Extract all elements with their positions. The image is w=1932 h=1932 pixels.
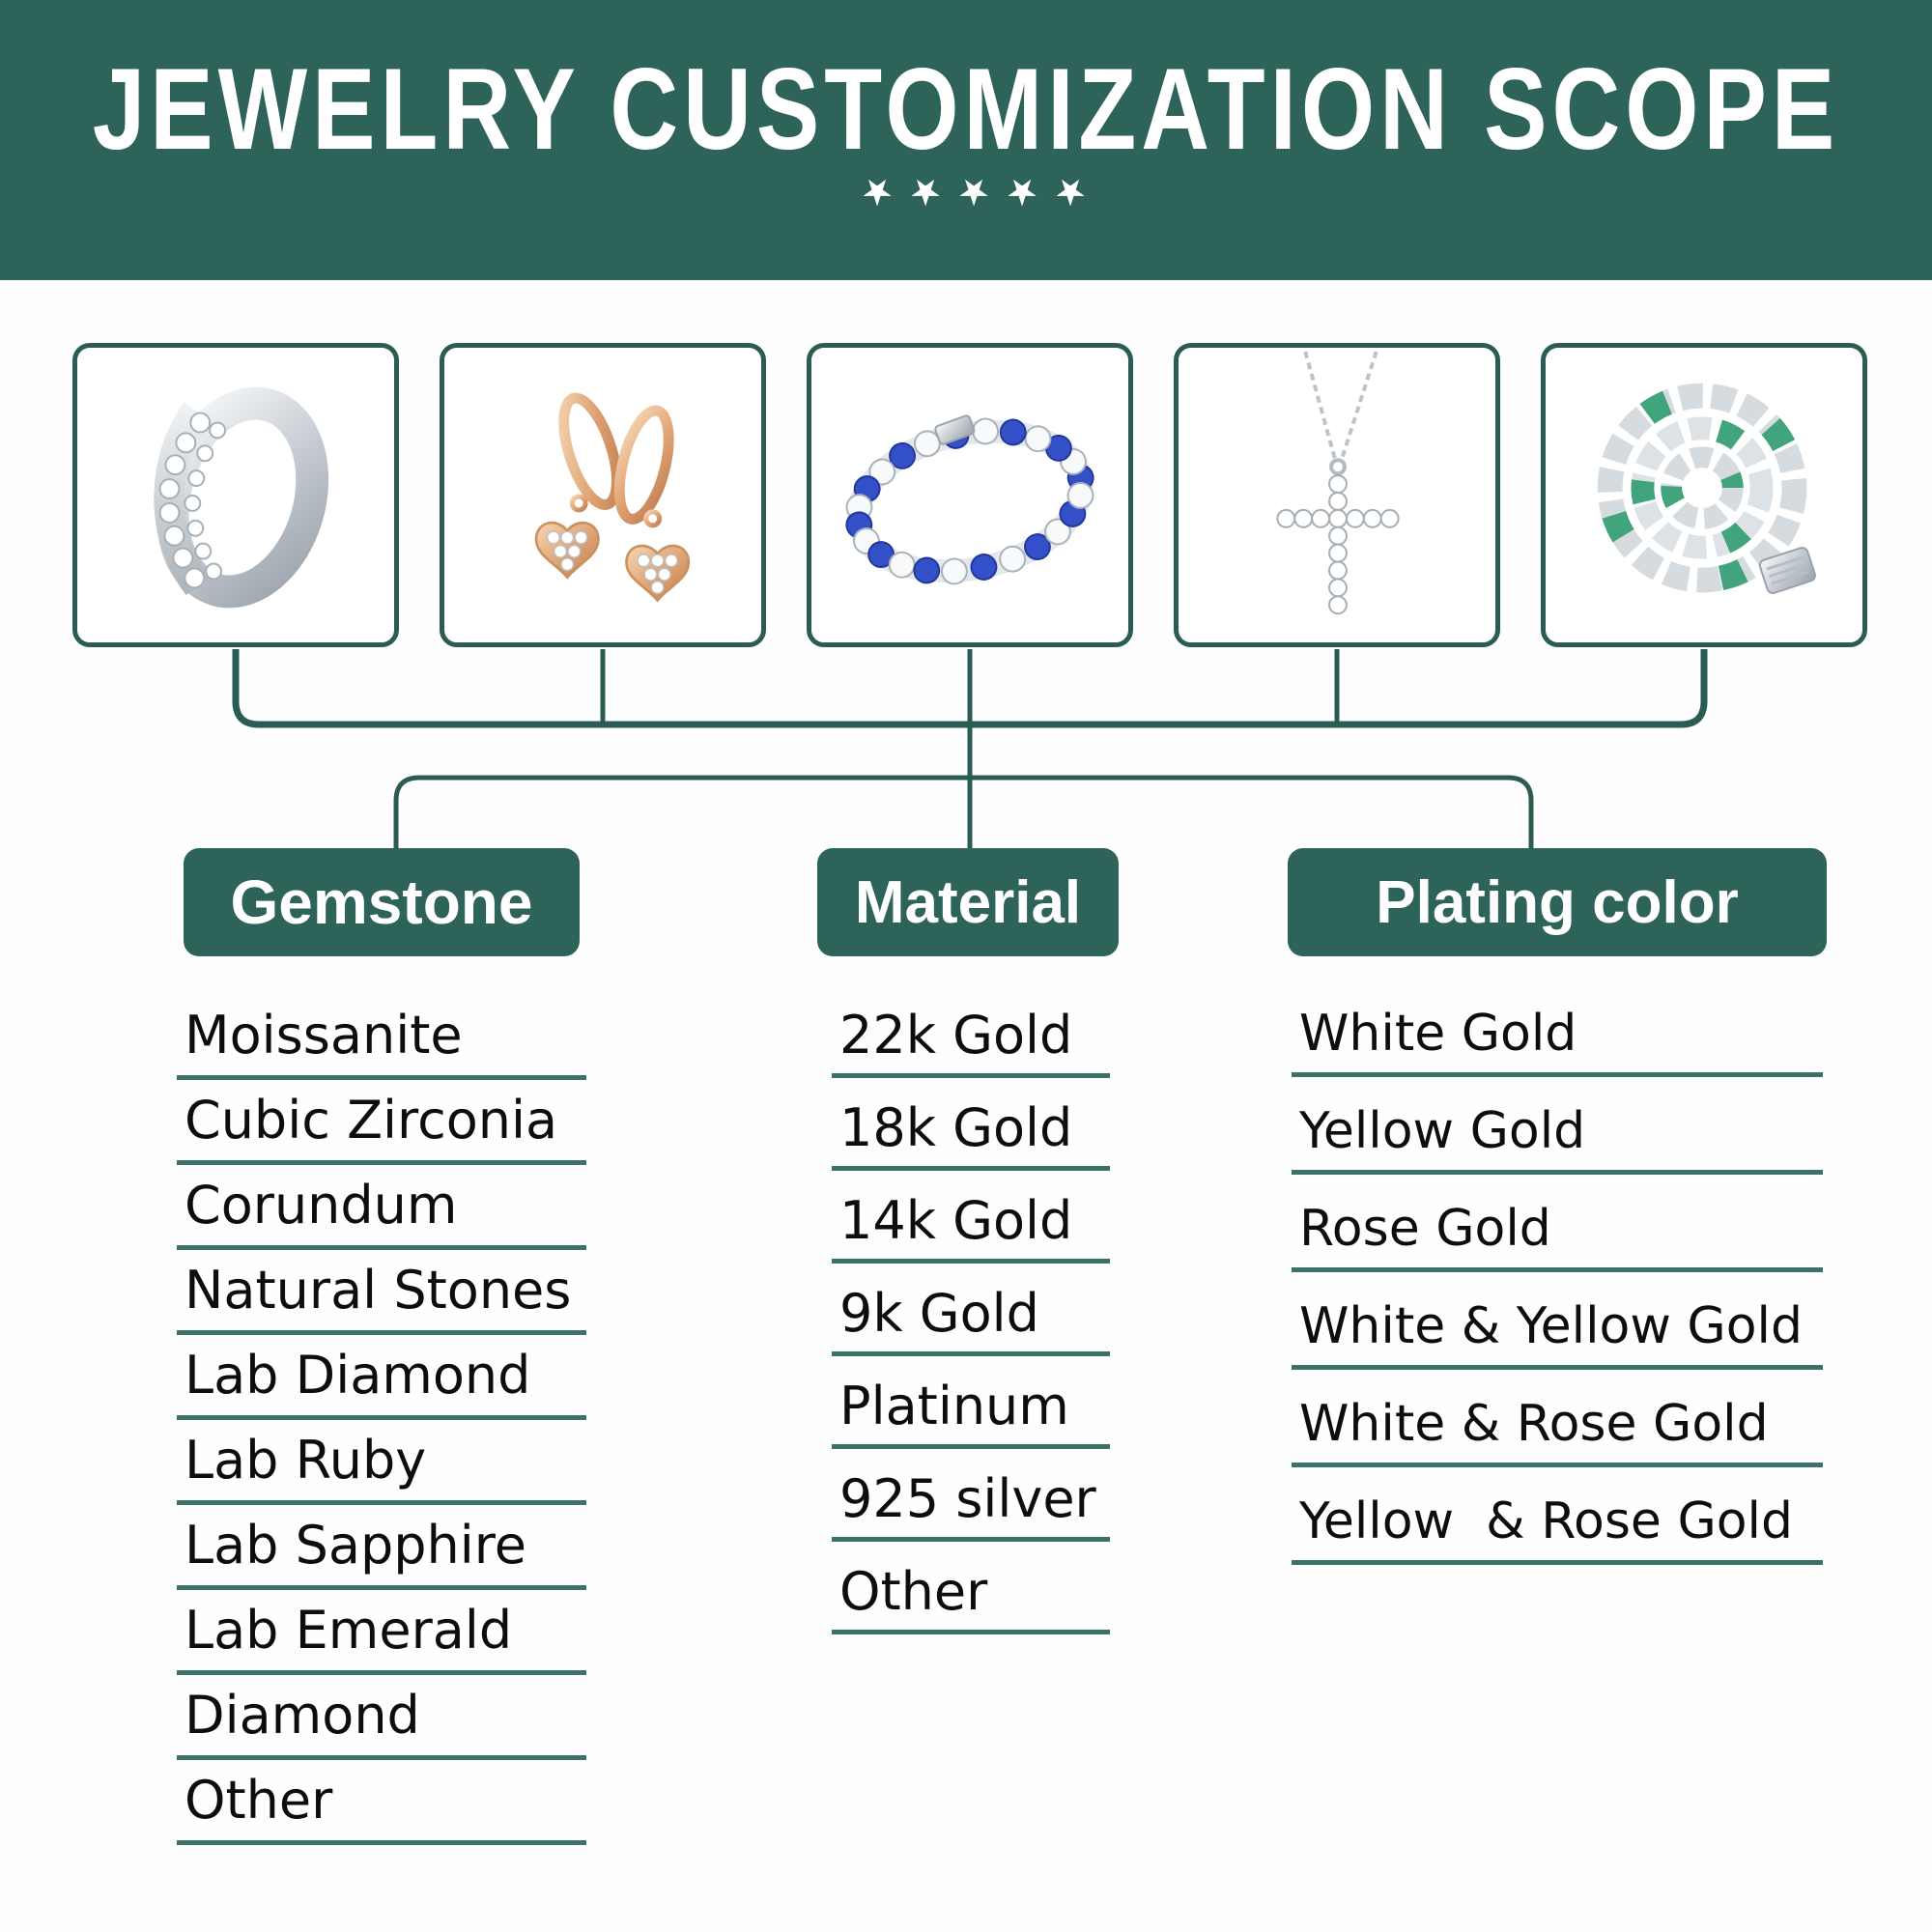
cross-necklace-image: [1179, 348, 1495, 642]
list-item-label: Lab Sapphire: [185, 1515, 527, 1576]
list-item-label: Other: [185, 1770, 333, 1831]
list-item: [832, 1078, 1110, 1171]
list-item: [177, 1505, 586, 1590]
list-item: [1292, 1467, 1823, 1565]
list-item-label: 9k Gold: [839, 1283, 1039, 1344]
list-item-label: Moissanite: [185, 1005, 463, 1065]
crossover-ring-image: [77, 348, 394, 642]
product-box-cuban-chain: [1541, 343, 1867, 647]
list-item: [832, 985, 1110, 1078]
list-item-label: Lab Emerald: [185, 1600, 513, 1661]
list-item-label: Lab Diamond: [185, 1345, 531, 1406]
list-item-label: Platinum: [839, 1376, 1069, 1436]
product-box-bracelet: [807, 343, 1133, 647]
material-list: [832, 985, 1110, 1634]
list-item-label: Cubic Zirconia: [185, 1090, 558, 1151]
heart-earrings-image: [444, 348, 761, 642]
list-item-label: White & Rose Gold: [1299, 1395, 1769, 1453]
list-item-label: White Gold: [1299, 1005, 1577, 1063]
product-box-cross-necklace: [1174, 343, 1500, 647]
list-item: [177, 1250, 586, 1335]
category-title: Material: [854, 868, 1082, 936]
list-item: [177, 1335, 586, 1420]
list-item: [832, 1449, 1110, 1542]
list-item-label: 925 silver: [839, 1468, 1096, 1529]
list-item-label: Rose Gold: [1299, 1200, 1551, 1258]
star-icon: ★: [844, 171, 894, 212]
list-item: [177, 1420, 586, 1505]
list-item-label: Natural Stones: [185, 1260, 572, 1321]
gemstone-list: [177, 995, 586, 1845]
list-item-label: White & Yellow Gold: [1299, 1297, 1803, 1355]
star-icon: ★: [990, 171, 1039, 212]
product-box-ring: [72, 343, 399, 647]
list-item-label: Yellow Gold: [1299, 1102, 1586, 1160]
cuban-chain-image: [1546, 348, 1862, 642]
list-item-label: Other: [839, 1561, 988, 1622]
star-row: [0, 170, 1932, 213]
star-icon: ★: [1038, 171, 1088, 212]
category-title: Plating color: [1376, 868, 1739, 936]
list-item: [177, 1675, 586, 1760]
category-header-plating: [1288, 848, 1827, 956]
list-item-label: Diamond: [185, 1685, 420, 1746]
star-icon: ★: [941, 171, 991, 212]
list-item: [1292, 1175, 1823, 1272]
list-item-label: Yellow & Rose Gold: [1299, 1492, 1794, 1550]
list-item: [832, 1356, 1110, 1449]
list-item: [177, 995, 586, 1080]
category-title: Gemstone: [230, 867, 533, 937]
product-box-earrings: [440, 343, 766, 647]
page-title: JEWELRY CUSTOMIZATION SCOPE: [92, 43, 1840, 174]
list-item-label: 14k Gold: [839, 1190, 1073, 1251]
list-item-label: 18k Gold: [839, 1097, 1073, 1158]
header-band: [0, 0, 1932, 280]
list-item: [177, 1080, 586, 1165]
list-item: [832, 1171, 1110, 1264]
list-item-label: Corundum: [185, 1175, 458, 1236]
category-header-gemstone: [184, 848, 580, 956]
list-item: [1292, 1077, 1823, 1175]
list-item: [832, 1542, 1110, 1634]
list-item: [177, 1165, 586, 1250]
category-header-material: [817, 848, 1119, 956]
list-item: [1292, 1272, 1823, 1370]
list-item: [177, 1760, 586, 1845]
list-item: [1292, 1370, 1823, 1467]
list-item-label: 22k Gold: [839, 1005, 1073, 1065]
list-item-label: Lab Ruby: [185, 1430, 427, 1491]
star-icon: ★: [893, 171, 942, 212]
tennis-bracelet-image: [811, 348, 1128, 642]
plating-color-list: [1292, 980, 1823, 1565]
list-item: [177, 1590, 586, 1675]
list-item: [1292, 980, 1823, 1077]
list-item: [832, 1264, 1110, 1356]
